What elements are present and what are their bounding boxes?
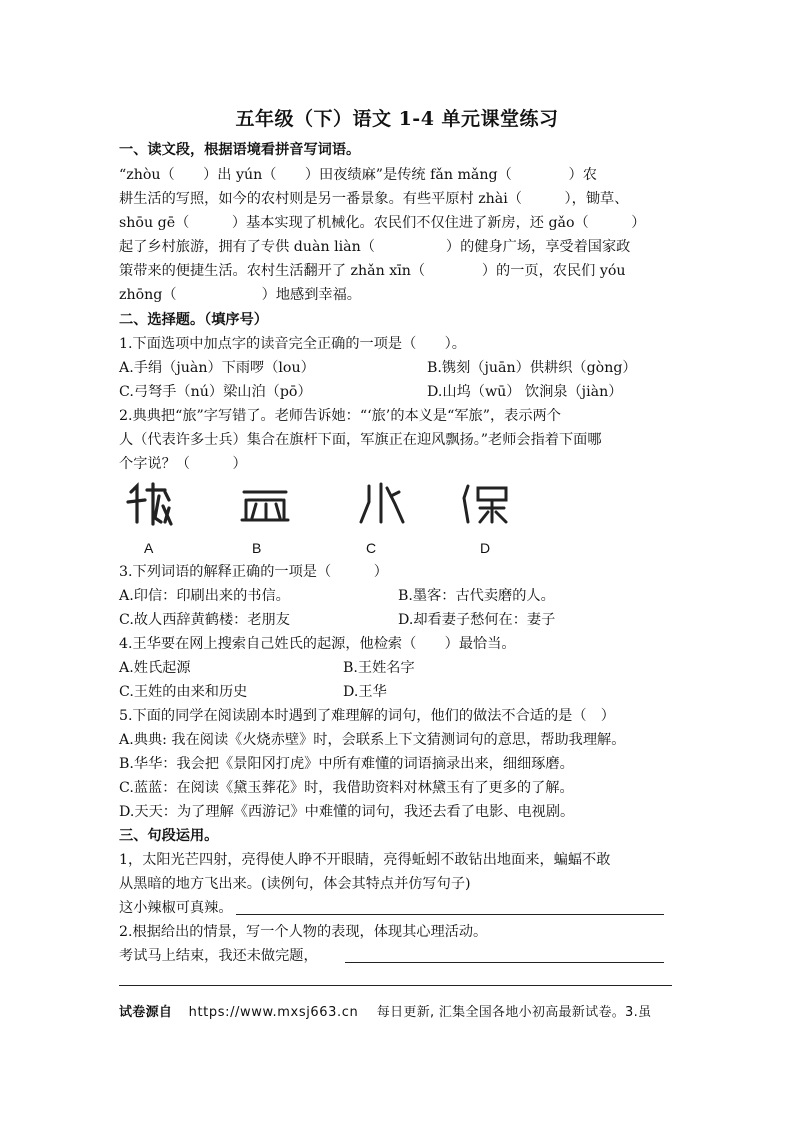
q3-stem: 3.下列词语的解释正确的一项是（ ） (119, 564, 388, 580)
section3-heading: 三、句段运用。 (119, 828, 219, 844)
q5-option-b: B.华华：我会把《景阳冈打虎》中所有难懂的词语摘录出来，细细琢磨。 (119, 756, 574, 772)
glyph-label-c: C (366, 540, 377, 556)
seal-script-option-c-icon (355, 478, 415, 528)
q3-option-c: C.故人西辞黄鹤楼：老朋友 (119, 612, 290, 628)
seal-script-option-d-icon (458, 478, 518, 528)
q1-option-b: B.镌刻（juān）供耕织（gòng） (427, 360, 637, 376)
glyph-label-d: D (480, 540, 491, 556)
q5-option-d: D.天天：为了理解《西游记》中难懂的词句，我还去看了电影、电视剧。 (119, 804, 575, 820)
q2-line: 个字说？（ ） (119, 456, 247, 472)
footer-source-label: 试卷源自 (119, 1005, 173, 1020)
q1-stem: 1.下面选项中加点字的读音完全正确的一项是（ ）。 (119, 336, 466, 352)
q3-option-d: D.却看妻子愁何在：妻子 (398, 612, 556, 628)
q5-option-a: A.典典: 我在阅读《火烧赤壁》时，会联系上下文猜测词句的意思，帮助我理解。 (119, 732, 626, 748)
q2-line: 人（代表许多士兵）集合在旗杆下面，军旗正在迎风飘扬。”老师会指着下面哪 (119, 432, 602, 448)
q4-option-a: A.姓氏起源 (119, 660, 191, 676)
q4-stem: 4.王华要在网上搜索自己姓氏的起源，他检索（ ）最恰当。 (119, 636, 516, 652)
section1-line: 策带来的便捷生活。农村生活翻开了 zhǎn xīn（ ）的一页，农民们 yóu (119, 263, 626, 279)
q4-option-d: D.王华 (343, 684, 387, 700)
s3-q2-scenario: 考试马上结束，我还未做完题， (119, 948, 318, 964)
s3-q1-example: 这小辣椒可真辣。 (119, 900, 233, 916)
q1-option-a: A.手绢（juàn）下雨啰（lou） (119, 360, 315, 376)
q3-option-a: A.印信：印刷出来的书信。 (119, 588, 290, 604)
seal-script-option-a-icon (125, 478, 185, 528)
glyph-label-a: A (144, 540, 154, 556)
q5-option-c: C.蓝蓝：在阅读《黛玉葬花》时，我借助资料对林黛玉有了更多的了解。 (119, 780, 574, 796)
q3-option-b: B.墨客：古代卖磨的人。 (398, 588, 555, 604)
q1-option-d: D.山坞（wū） 饮涧泉（jiàn） (427, 384, 623, 400)
page-title: 五年级（下）语文 1-4 单元课堂练习 (235, 108, 559, 130)
section1-line: 起了乡村旅游，拥有了专供 duàn liàn（ ）的健身广场，享受着国家政 (119, 239, 631, 255)
seal-script-option-b-icon (236, 478, 296, 528)
section1-line: “zhòu（ ）出 yún（ ）田夜绩麻”是传统 fǎn mǎng（ ）农 (119, 167, 597, 183)
footer (119, 1001, 651, 1020)
section1-line: 耕生活的写照，如今的农村则是另一番景象。有些平原村 zhài（ ），锄草、 (119, 191, 629, 207)
answer-line[interactable] (345, 962, 664, 963)
q2-line: 2.典典把“旅”字写错了。老师告诉她：“‘旅’的本义是“军旅”，表示两个 (119, 408, 561, 424)
glyph-label-b: B (252, 540, 262, 556)
s3-q1-line: 从黑暗的地方飞出来。(读例句，体会其特点并仿写句子) (119, 876, 471, 892)
footer-note: 每日更新, 汇集全国各地小初高最新试卷。3.虽 (376, 1005, 652, 1020)
section1-line: zhōng（ ）地感到幸福。 (119, 287, 361, 303)
q4-option-b: B.王姓名字 (343, 660, 415, 676)
q4-option-c: C.王姓的由来和历史 (119, 684, 248, 700)
answer-line[interactable] (119, 985, 672, 986)
s3-q1-line: 1，太阳光芒四射，亮得使人睁不开眼睛，亮得蚯蚓不敢钻出地面来，蝙蝠不敢 (119, 852, 611, 868)
q5-stem: 5.下面的同学在阅读剧本时遇到了难理解的词句，他们的做法不合适的是（ ） (119, 708, 615, 724)
footer-url-link[interactable]: https://www.mxsj663.cn (188, 1005, 359, 1020)
section2-heading: 二、选择题。（填序号） (119, 312, 268, 328)
section1-line: shōu gē（ ）基本实现了机械化。农民们不仅住进了新房，还 gǎo（ ） (119, 215, 646, 231)
s3-q2-line: 2.根据给出的情景，写一个人物的表现，体现其心理活动。 (119, 924, 488, 940)
section1-heading: 一、读文段，根据语境看拼音写词语。 (119, 142, 361, 158)
answer-line[interactable] (236, 914, 664, 915)
q1-option-c: C.弓弩手（nú）梁山泊（pō） (119, 384, 312, 400)
